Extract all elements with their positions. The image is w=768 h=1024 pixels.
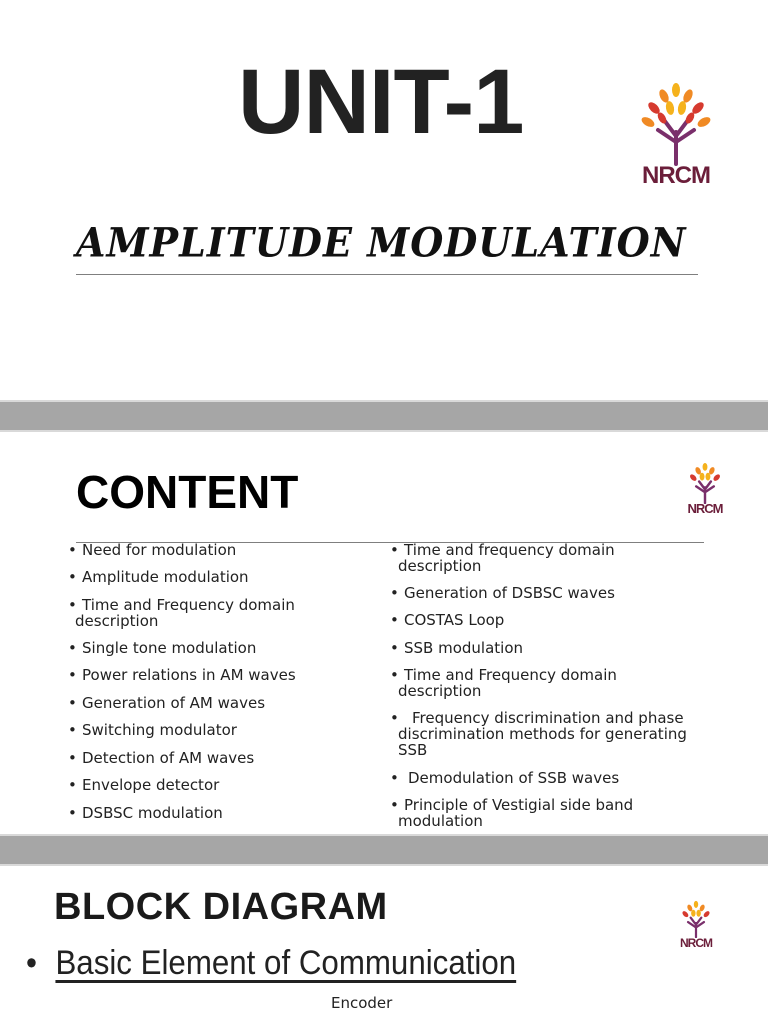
encoder-label: Encoder bbox=[331, 994, 393, 1012]
list-item: • Power relations in AM waves bbox=[68, 666, 296, 684]
list-item: • Generation of AM waves bbox=[68, 694, 266, 712]
list-item: discrimination methods for generating bbox=[398, 725, 687, 743]
list-item: description bbox=[398, 682, 482, 700]
tree-icon bbox=[686, 462, 724, 504]
list-item: • Time and Frequency domain bbox=[68, 596, 295, 614]
list-item: SSB bbox=[398, 741, 428, 759]
slide-separator bbox=[0, 834, 768, 866]
title-underline bbox=[76, 274, 698, 275]
list-item: • SSB modulation bbox=[390, 639, 524, 657]
list-item: • Need for modulation bbox=[68, 541, 237, 559]
nrcm-logo bbox=[640, 80, 712, 190]
list-item: • Time and frequency domain bbox=[390, 541, 615, 559]
tree-icon bbox=[678, 900, 714, 938]
list-item: • Generation of DSBSC waves bbox=[390, 584, 615, 602]
list-item: • Detection of AM waves bbox=[68, 749, 255, 767]
list-item: • Time and Frequency domain bbox=[390, 666, 617, 684]
bullet-basic-element: • Basic Element of Communication bbox=[26, 944, 517, 982]
block-diagram-title: BLOCK DIAGRAM bbox=[54, 886, 388, 928]
subtitle: AMPLITUDE MODULATION bbox=[76, 218, 687, 267]
list-item: • Envelope detector bbox=[68, 776, 220, 794]
content-title: CONTENT bbox=[76, 466, 299, 518]
unit-title: UNIT-1 bbox=[238, 51, 524, 153]
slide-separator bbox=[0, 400, 768, 432]
nrcm-logo bbox=[686, 462, 724, 517]
slide-title bbox=[0, 0, 768, 400]
list-item: • Switching modulator bbox=[68, 721, 237, 739]
list-item: • Frequency discrimination and phase bbox=[390, 709, 684, 727]
nrcm-logo bbox=[678, 900, 714, 952]
list-item: description bbox=[398, 557, 482, 575]
logo-text: NRCM bbox=[642, 162, 710, 189]
left-topic-list bbox=[68, 542, 368, 832]
list-item: • Amplitude modulation bbox=[68, 568, 249, 586]
slide-block-diagram bbox=[0, 866, 768, 1024]
list-item: modulation bbox=[398, 812, 483, 830]
list-item: description bbox=[75, 612, 159, 630]
list-item: • COSTAS Loop bbox=[390, 611, 505, 629]
bullet-text: Basic Element of Communication bbox=[55, 944, 517, 982]
list-item: • Principle of Vestigial side band bbox=[390, 796, 634, 814]
logo-text: NRCM bbox=[687, 501, 723, 516]
slide-content bbox=[0, 432, 768, 834]
list-item: • Single tone modulation bbox=[68, 639, 257, 657]
list-item: • DSBSC modulation bbox=[68, 804, 223, 822]
list-item: • Demodulation of SSB waves bbox=[390, 769, 620, 787]
tree-icon bbox=[640, 80, 712, 166]
logo-text: NRCM bbox=[680, 936, 712, 950]
right-topic-list bbox=[390, 542, 720, 832]
